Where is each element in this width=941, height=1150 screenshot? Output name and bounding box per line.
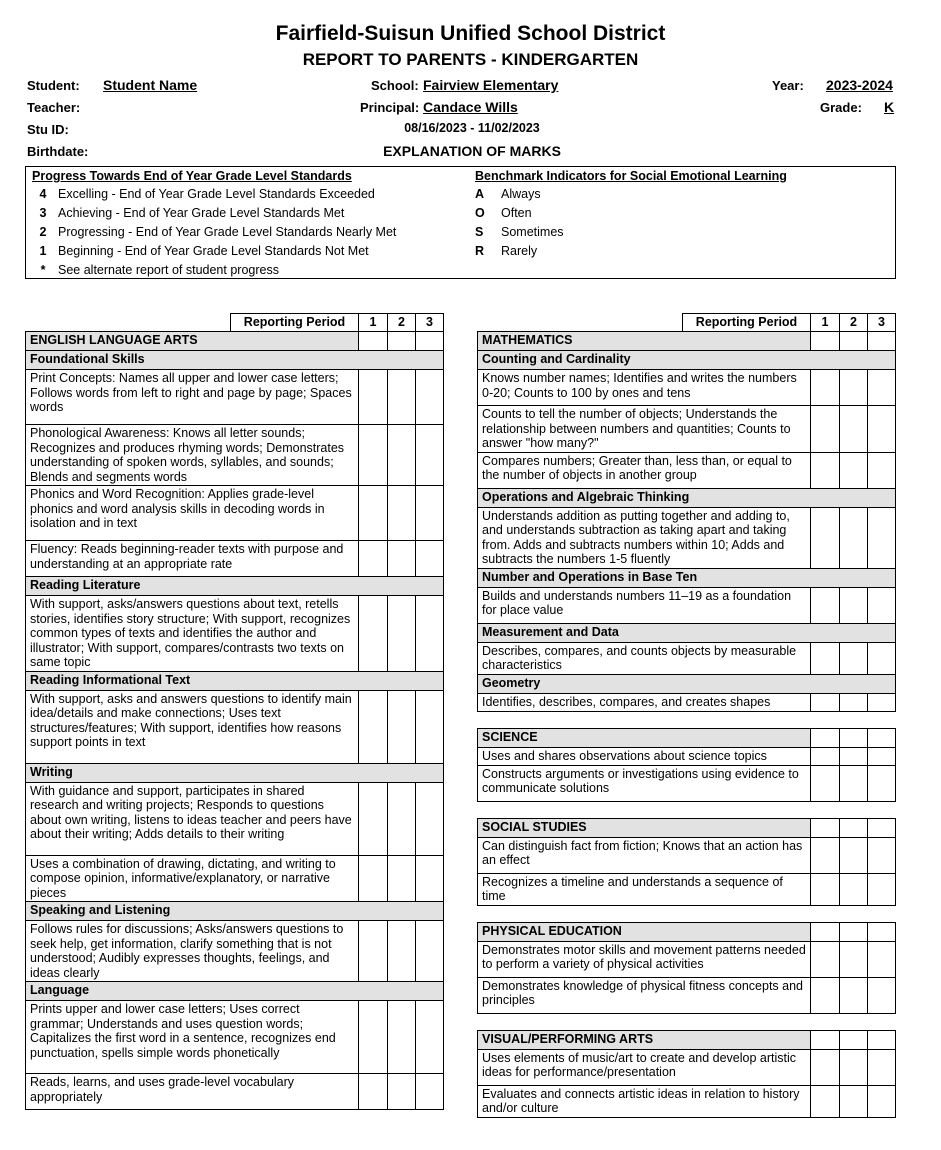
standard-row bbox=[478, 406, 896, 453]
grade-cell bbox=[811, 747, 840, 765]
grade-cell bbox=[868, 747, 896, 765]
legend-text: Progressing - End of Year Grade Level Standards Nearly Met bbox=[58, 225, 397, 239]
subject-row bbox=[478, 728, 896, 747]
grade-cell bbox=[840, 941, 868, 977]
legend-key: O bbox=[475, 206, 485, 220]
grade-cell bbox=[811, 587, 840, 623]
grade-cell bbox=[840, 922, 868, 941]
standard-text: Print Concepts: Names all upper and lower case letters; Follows words from left to right and page by page; Spaces words bbox=[26, 370, 359, 425]
period-number: 2 bbox=[388, 314, 416, 332]
standard-text: Recognizes a timeline and understands a sequence of time bbox=[478, 873, 811, 905]
section-title: Language bbox=[26, 982, 444, 1001]
marks-legend bbox=[25, 166, 896, 279]
legend-key: * bbox=[40, 263, 46, 277]
section-title: Measurement and Data bbox=[478, 623, 896, 642]
grade-cell bbox=[416, 370, 444, 425]
section-row bbox=[478, 674, 896, 693]
arts-subject-title: VISUAL/PERFORMING ARTS bbox=[478, 1030, 811, 1049]
section-title: Geometry bbox=[478, 674, 896, 693]
standard-row bbox=[26, 370, 444, 425]
legend-key: 3 bbox=[39, 206, 47, 220]
standard-row bbox=[478, 452, 896, 488]
legend-text: See alternate report of student progress bbox=[58, 263, 279, 277]
ela-subject-title: ENGLISH LANGUAGE ARTS bbox=[26, 332, 359, 351]
grade-label: Grade: bbox=[820, 100, 862, 115]
section-row bbox=[478, 488, 896, 507]
standard-row bbox=[26, 855, 444, 902]
grade-cell bbox=[359, 782, 388, 855]
legend-key: 2 bbox=[39, 225, 47, 239]
grade-cell bbox=[811, 642, 840, 674]
grade-cell bbox=[388, 541, 416, 577]
legend-text: Rarely bbox=[501, 244, 538, 258]
district-title: Fairfield-Suisun Unified School District bbox=[275, 22, 666, 45]
sel-legend-row bbox=[475, 242, 787, 261]
subject-row bbox=[478, 818, 896, 837]
standard-row bbox=[26, 596, 444, 672]
section-title: Number and Operations in Base Ten bbox=[478, 568, 896, 587]
standard-row bbox=[478, 873, 896, 905]
grade-cell bbox=[868, 1049, 896, 1085]
year-value: 2023-2024 bbox=[826, 77, 893, 93]
grade-cell bbox=[388, 855, 416, 902]
grade-cell bbox=[868, 370, 896, 406]
legend-text: Sometimes bbox=[501, 225, 564, 239]
teacher-label: Teacher: bbox=[27, 100, 81, 115]
grade-cell bbox=[811, 728, 840, 747]
grade-cell bbox=[840, 1030, 868, 1049]
standard-row bbox=[26, 541, 444, 577]
grade-cell bbox=[840, 1049, 868, 1085]
grade-cell bbox=[868, 728, 896, 747]
grade-cell bbox=[388, 921, 416, 982]
standard-text: Can distinguish fact from fiction; Knows that an action has an effect bbox=[478, 837, 811, 873]
standard-text: Follows rules for discussions; Asks/answers questions to seek help, get information, clarify something that is not understood; Audibly expresses thoughts, feelings, and ideas clearly bbox=[26, 921, 359, 982]
explanation-title: EXPLANATION OF MARKS bbox=[383, 143, 561, 159]
section-row bbox=[26, 902, 444, 921]
standard-text: With support, asks and answers questions to identify main idea/details and make connections; Uses text structures/features; With support, identifies how reasons support points in text bbox=[26, 690, 359, 763]
grade-cell bbox=[840, 747, 868, 765]
legend-text: Beginning - End of Year Grade Level Standards Not Met bbox=[58, 244, 369, 258]
grade-cell bbox=[416, 1074, 444, 1110]
spacer-row bbox=[478, 905, 896, 922]
standard-text: Counts to tell the number of objects; Understands the relationship between numbers and quantities; Counts to answer "how many?" bbox=[478, 406, 811, 453]
period-number: 2 bbox=[840, 314, 868, 332]
grade-cell bbox=[811, 922, 840, 941]
sel-legend-row bbox=[475, 223, 787, 242]
grade-cell bbox=[388, 782, 416, 855]
grade-cell bbox=[416, 541, 444, 577]
grade-cell bbox=[811, 1085, 840, 1117]
section-title: Writing bbox=[26, 763, 444, 782]
grade-cell bbox=[811, 406, 840, 453]
standard-row bbox=[478, 747, 896, 765]
grade-cell bbox=[359, 486, 388, 541]
grade-cell bbox=[388, 690, 416, 763]
standard-row bbox=[26, 1074, 444, 1110]
period-number: 1 bbox=[359, 314, 388, 332]
grade-cell bbox=[840, 1085, 868, 1117]
standard-row bbox=[26, 486, 444, 541]
legend-text: Excelling - End of Year Grade Level Standards Exceeded bbox=[58, 187, 375, 201]
standard-row bbox=[26, 921, 444, 982]
section-row bbox=[26, 763, 444, 782]
grade-cell bbox=[840, 818, 868, 837]
progress-legend-row bbox=[32, 204, 396, 223]
subject-row bbox=[478, 1030, 896, 1049]
section-row bbox=[478, 623, 896, 642]
grade-cell bbox=[868, 941, 896, 977]
subjects-table bbox=[477, 313, 896, 1118]
science-subject-title: SCIENCE bbox=[478, 728, 811, 747]
section-title: Counting and Cardinality bbox=[478, 351, 896, 370]
grade-cell bbox=[840, 507, 868, 568]
grade-cell bbox=[359, 1001, 388, 1074]
grade-cell bbox=[840, 452, 868, 488]
progress-legend-row bbox=[32, 223, 396, 242]
grade-cell bbox=[388, 1074, 416, 1110]
standard-text: Knows number names; Identifies and writes the numbers 0-20; Counts to 100 by ones and tens bbox=[478, 370, 811, 406]
grade-cell bbox=[388, 332, 416, 351]
reporting-period-row bbox=[26, 314, 444, 332]
progress-legend-row bbox=[32, 261, 396, 280]
grade-cell bbox=[811, 452, 840, 488]
grade-cell bbox=[388, 425, 416, 486]
grade-cell bbox=[359, 332, 388, 351]
grade-cell bbox=[416, 855, 444, 902]
grade-cell bbox=[359, 855, 388, 902]
standard-row bbox=[26, 1001, 444, 1074]
progress-legend-row bbox=[32, 242, 396, 261]
grade-cell bbox=[840, 693, 868, 711]
standard-text: Constructs arguments or investigations using evidence to communicate solutions bbox=[478, 765, 811, 801]
legend-key: S bbox=[475, 225, 484, 239]
social-studies-subject-title: SOCIAL STUDIES bbox=[478, 818, 811, 837]
grade-cell bbox=[416, 486, 444, 541]
grade-cell bbox=[811, 332, 840, 351]
grade-cell bbox=[840, 406, 868, 453]
grade-cell bbox=[840, 642, 868, 674]
grade-cell bbox=[416, 425, 444, 486]
section-row bbox=[26, 351, 444, 370]
progress-legend-row bbox=[32, 185, 396, 204]
standard-row bbox=[478, 837, 896, 873]
standard-row bbox=[478, 507, 896, 568]
grade-cell bbox=[416, 1001, 444, 1074]
standard-row bbox=[26, 782, 444, 855]
section-row bbox=[26, 982, 444, 1001]
grade-cell bbox=[868, 1085, 896, 1117]
grade-value: K bbox=[884, 99, 895, 115]
period-number: 3 bbox=[416, 314, 444, 332]
reporting-period-row bbox=[478, 314, 896, 332]
legend-key: 1 bbox=[39, 244, 47, 258]
section-row bbox=[26, 577, 444, 596]
sel-legend-title: Benchmark Indicators for Social Emotional Learning bbox=[475, 169, 787, 183]
grade-cell bbox=[811, 873, 840, 905]
grade-cell bbox=[359, 690, 388, 763]
standard-text: Prints upper and lower case letters; Uses correct grammar; Understands and uses question words; Capitalizes the first word in a sentence, recognizes end punctuation, spells simple words phonetically bbox=[26, 1001, 359, 1074]
school-name: Fairview Elementary bbox=[423, 77, 559, 93]
grade-cell bbox=[868, 642, 896, 674]
standard-text: Identifies, describes, compares, and creates shapes bbox=[478, 693, 811, 711]
grade-cell bbox=[868, 818, 896, 837]
standard-row bbox=[478, 1085, 896, 1117]
standard-text: With guidance and support, participates in shared research and writing projects; Responds to questions about own writing, listens to ideas teacher and peers have about their writing; Adds details to their writing bbox=[26, 782, 359, 855]
ela-table bbox=[25, 313, 444, 1110]
standard-row bbox=[478, 587, 896, 623]
grade-cell bbox=[840, 587, 868, 623]
reporting-period-label: Reporting Period bbox=[682, 313, 811, 332]
grade-cell bbox=[359, 596, 388, 672]
grade-cell bbox=[840, 765, 868, 801]
grade-cell bbox=[416, 596, 444, 672]
reporting-period-label: Reporting Period bbox=[230, 313, 359, 332]
progress-legend bbox=[32, 167, 396, 280]
grade-cell bbox=[868, 922, 896, 941]
grade-cell bbox=[868, 765, 896, 801]
sel-legend-row bbox=[475, 204, 787, 223]
standard-text: Reads, learns, and uses grade-level vocabulary appropriately bbox=[26, 1074, 359, 1110]
section-title: Speaking and Listening bbox=[26, 902, 444, 921]
grade-cell bbox=[811, 818, 840, 837]
standard-row bbox=[478, 977, 896, 1013]
period-number: 1 bbox=[811, 314, 840, 332]
period-number: 3 bbox=[868, 314, 896, 332]
grade-cell bbox=[388, 370, 416, 425]
standard-text: Uses elements of music/art to create and develop artistic ideas for performance/presentation bbox=[478, 1049, 811, 1085]
standard-row bbox=[26, 425, 444, 486]
grade-cell bbox=[840, 873, 868, 905]
standard-row bbox=[26, 690, 444, 763]
year-label: Year: bbox=[772, 78, 804, 93]
grade-cell bbox=[868, 452, 896, 488]
standard-text: Uses a combination of drawing, dictating, and writing to compose opinion, informative/explanatory, or narrative pieces bbox=[26, 855, 359, 902]
date-range: 08/16/2023 - 11/02/2023 bbox=[404, 121, 540, 135]
standard-text: Compares numbers; Greater than, less than, or equal to the number of objects in another group bbox=[478, 452, 811, 488]
grade-cell bbox=[416, 921, 444, 982]
grade-cell bbox=[868, 693, 896, 711]
standard-text: Builds and understands numbers 11–19 as a foundation for place value bbox=[478, 587, 811, 623]
grade-cell bbox=[811, 837, 840, 873]
standard-text: With support, asks/answers questions about text, retells stories, identifies story structure; With support, recognizes common types of texts and identifies the author and illustrator; With support, compares/contrasts two texts on same topic bbox=[26, 596, 359, 672]
student-label: Student: bbox=[27, 78, 80, 93]
grade-cell bbox=[359, 1074, 388, 1110]
grade-cell bbox=[388, 1001, 416, 1074]
grade-cell bbox=[811, 765, 840, 801]
stuid-label: Stu ID: bbox=[27, 122, 69, 137]
school-label: School: bbox=[371, 78, 419, 93]
grade-cell bbox=[359, 921, 388, 982]
legend-key: 4 bbox=[39, 187, 47, 201]
standard-text: Understands addition as putting together and adding to, and understands subtraction as taking apart and taking from. Adds and subtracts numbers within 10; Adds and subtracts the numbers 1-5 fluently bbox=[478, 507, 811, 568]
legend-key: A bbox=[475, 187, 485, 201]
grade-cell bbox=[840, 728, 868, 747]
section-row bbox=[26, 671, 444, 690]
grade-cell bbox=[388, 596, 416, 672]
standard-text: Uses and shares observations about science topics bbox=[478, 747, 811, 765]
grade-cell bbox=[868, 837, 896, 873]
legend-text: Often bbox=[501, 206, 532, 220]
grade-cell bbox=[811, 370, 840, 406]
subject-row bbox=[478, 332, 896, 351]
grade-cell bbox=[840, 370, 868, 406]
grade-cell bbox=[840, 332, 868, 351]
grade-cell bbox=[868, 332, 896, 351]
standard-row bbox=[478, 693, 896, 711]
grade-cell bbox=[811, 977, 840, 1013]
standard-text: Phonological Awareness: Knows all letter sounds; Recognizes and produces rhyming words; Demonstrates understanding of spoken words, syllables, and sounds; Blends and segments words bbox=[26, 425, 359, 486]
standard-text: Fluency: Reads beginning-reader texts with purpose and understanding at an appropriate rate bbox=[26, 541, 359, 577]
section-title: Reading Informational Text bbox=[26, 671, 444, 690]
grade-cell bbox=[811, 941, 840, 977]
grade-cell bbox=[811, 1049, 840, 1085]
legend-key: R bbox=[475, 244, 485, 258]
pe-subject-title: PHYSICAL EDUCATION bbox=[478, 922, 811, 941]
section-row bbox=[478, 568, 896, 587]
spacer-row bbox=[478, 1013, 896, 1030]
subject-row bbox=[478, 922, 896, 941]
grade-cell bbox=[359, 370, 388, 425]
standard-text: Demonstrates knowledge of physical fitness concepts and principles bbox=[478, 977, 811, 1013]
legend-text: Achieving - End of Year Grade Level Standards Met bbox=[58, 206, 345, 220]
grade-cell bbox=[868, 977, 896, 1013]
standard-row bbox=[478, 370, 896, 406]
report-title: REPORT TO PARENTS - KINDERGARTEN bbox=[302, 50, 639, 69]
grade-cell bbox=[811, 693, 840, 711]
subject-row bbox=[26, 332, 444, 351]
grade-cell bbox=[359, 541, 388, 577]
standard-row bbox=[478, 765, 896, 801]
standard-row bbox=[478, 1049, 896, 1085]
legend-text: Always bbox=[501, 187, 541, 201]
principal-label: Principal: bbox=[360, 100, 420, 115]
grade-cell bbox=[811, 507, 840, 568]
standard-row bbox=[478, 941, 896, 977]
spacer-row bbox=[478, 801, 896, 818]
section-row bbox=[478, 351, 896, 370]
math-subject-title: MATHEMATICS bbox=[478, 332, 811, 351]
grade-cell bbox=[868, 1030, 896, 1049]
standard-text: Phonics and Word Recognition: Applies grade-level phonics and word analysis skills in decoding words in isolation and in text bbox=[26, 486, 359, 541]
grade-cell bbox=[868, 507, 896, 568]
grade-cell bbox=[416, 332, 444, 351]
standard-text: Describes, compares, and counts objects by measurable characteristics bbox=[478, 642, 811, 674]
sel-legend bbox=[475, 167, 787, 261]
grade-cell bbox=[359, 425, 388, 486]
grade-cell bbox=[416, 690, 444, 763]
section-title: Reading Literature bbox=[26, 577, 444, 596]
section-title: Operations and Algebraic Thinking bbox=[478, 488, 896, 507]
section-title: Foundational Skills bbox=[26, 351, 444, 370]
grade-cell bbox=[868, 406, 896, 453]
standard-row bbox=[478, 642, 896, 674]
grade-cell bbox=[388, 486, 416, 541]
grade-cell bbox=[811, 1030, 840, 1049]
grade-cell bbox=[840, 837, 868, 873]
spacer-row bbox=[478, 711, 896, 728]
sel-legend-row bbox=[475, 185, 787, 204]
birthdate-label: Birthdate: bbox=[27, 144, 89, 159]
grade-cell bbox=[840, 977, 868, 1013]
standard-text: Evaluates and connects artistic ideas in relation to history and/or culture bbox=[478, 1085, 811, 1117]
grade-cell bbox=[868, 587, 896, 623]
standard-text: Demonstrates motor skills and movement patterns needed to perform a variety of physical activities bbox=[478, 941, 811, 977]
progress-legend-title: Progress Towards End of Year Grade Level Standards bbox=[32, 169, 352, 183]
student-name: Student Name bbox=[103, 77, 198, 93]
grade-cell bbox=[416, 782, 444, 855]
grade-cell bbox=[868, 873, 896, 905]
principal-name: Candace Wills bbox=[423, 99, 518, 115]
